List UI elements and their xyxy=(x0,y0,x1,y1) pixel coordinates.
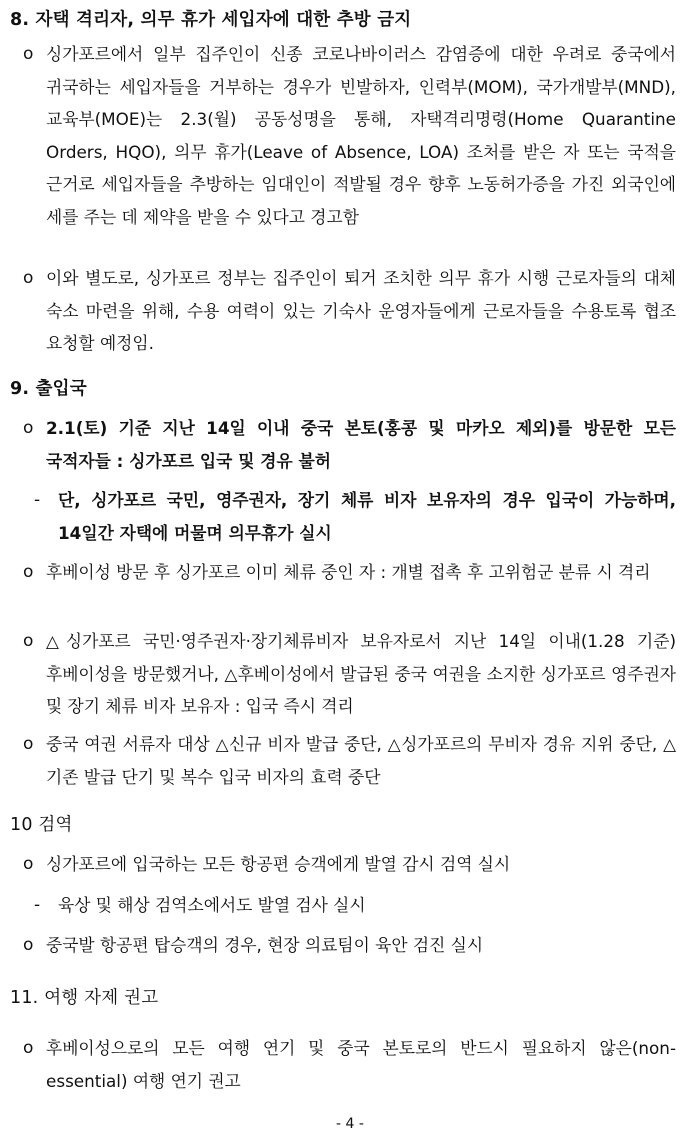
paragraph-dormitory-request: 이와 별도로, 싱가포르 정부는 집주인이 퇴거 조치한 의무 휴가 시행 근로자들의 대체 숙소 마련을 위해, 수용 여력이 있는 기숙사 운영자들에게 근로자들을 수용토록 협조 요청할 예정임. xyxy=(46,268,676,353)
bullet-marker: o xyxy=(23,734,34,754)
dash-marker: - xyxy=(34,490,41,510)
dash-marker: - xyxy=(34,895,41,915)
section-heading-8: 8. 자택 격리자, 의무 휴가 세입자에 대한 추방 금지 xyxy=(10,10,412,30)
bullet-marker: o xyxy=(23,268,34,288)
paragraph-quarantine-on-entry: △싱가포르 국민·영주권자·장기체류비자 보유자로서 지난 14일 이내(1.28 기준) 후베이성을 방문했거나, △후베이성에서 발급된 중국 여권을 소지한 싱가포르 영주권자 및 장기 체류 비자 보유자 : 입국 즉시 격리 xyxy=(46,631,676,716)
section-heading-10: 10 검역 xyxy=(10,815,73,835)
section-heading-11: 11. 여행 자제 권고 xyxy=(10,988,159,1008)
bullet-marker: o xyxy=(23,631,34,651)
bullet-marker: o xyxy=(23,562,34,582)
paragraph-travel-advisory: 후베이성으로의 모든 여행 연기 및 중국 본토로의 반드시 필요하지 않은(non-essential) 여행 연기 권고 xyxy=(46,1038,676,1091)
paragraph-entry-exception: 단, 싱가포르 국민, 영주권자, 장기 체류 비자 보유자의 경우 입국이 가능하며, 14일간 자택에 머물며 의무휴가 실시 xyxy=(58,490,676,543)
bullet-marker: o xyxy=(23,418,34,438)
section-heading-9: 9. 출입국 xyxy=(10,379,87,399)
bullet-marker: o xyxy=(23,1038,34,1058)
paragraph-eviction-warning: 싱가포르에서 일부 집주인이 신종 코로나바이러스 감염증에 대한 우려로 중국에서 귀국하는 세입자들을 거부하는 경우가 빈발하자, 인력부(MOM), 국가개발부(MND), 교육부(MOE)는 2.3(월) 공동성명을 통해, 자택격리명령(Home Quarantine Orders, HQO), 의무 휴가(Leave of Absence, LOA) 조처를 받은 자 또는 국적을 근거로 세입자들을 추방하는 임대인이 적발될 경우 향후 노동허가증을 가진 외국인에 세를 주는 데 제약을 받을 수 있다고 경고함 xyxy=(46,44,676,227)
bullet-marker: o xyxy=(23,44,34,64)
bullet-marker: o xyxy=(23,935,34,955)
paragraph-fever-screening: 싱가포르에 입국하는 모든 항공편 승객에게 발열 감시 검역 실시 xyxy=(46,854,511,874)
paragraph-visual-inspection: 중국발 항공편 탑승객의 경우, 현장 의료팀이 육안 검진 실시 xyxy=(46,935,484,955)
bullet-marker: o xyxy=(23,854,34,874)
paragraph-land-sea-checks: 육상 및 해상 검역소에서도 발열 검사 실시 xyxy=(58,895,366,915)
page-number: - 4 - xyxy=(336,1116,364,1132)
paragraph-hubei-residents: 후베이성 방문 후 싱가포르 이미 체류 중인 자 : 개별 접촉 후 고위험군 분류 시 격리 xyxy=(46,562,651,582)
paragraph-visa-suspension: 중국 여권 서류자 대상 △신규 비자 발급 중단, △싱가포르의 무비자 경유 지위 중단, △기존 발급 단기 및 복수 입국 비자의 효력 중단 xyxy=(46,734,676,787)
paragraph-entry-ban: 2.1(토) 기준 지난 14일 이내 중국 본토(홍콩 및 마카오 제외)를 방문한 모든 국적자들 : 싱가포르 입국 및 경유 불허 xyxy=(46,418,676,471)
